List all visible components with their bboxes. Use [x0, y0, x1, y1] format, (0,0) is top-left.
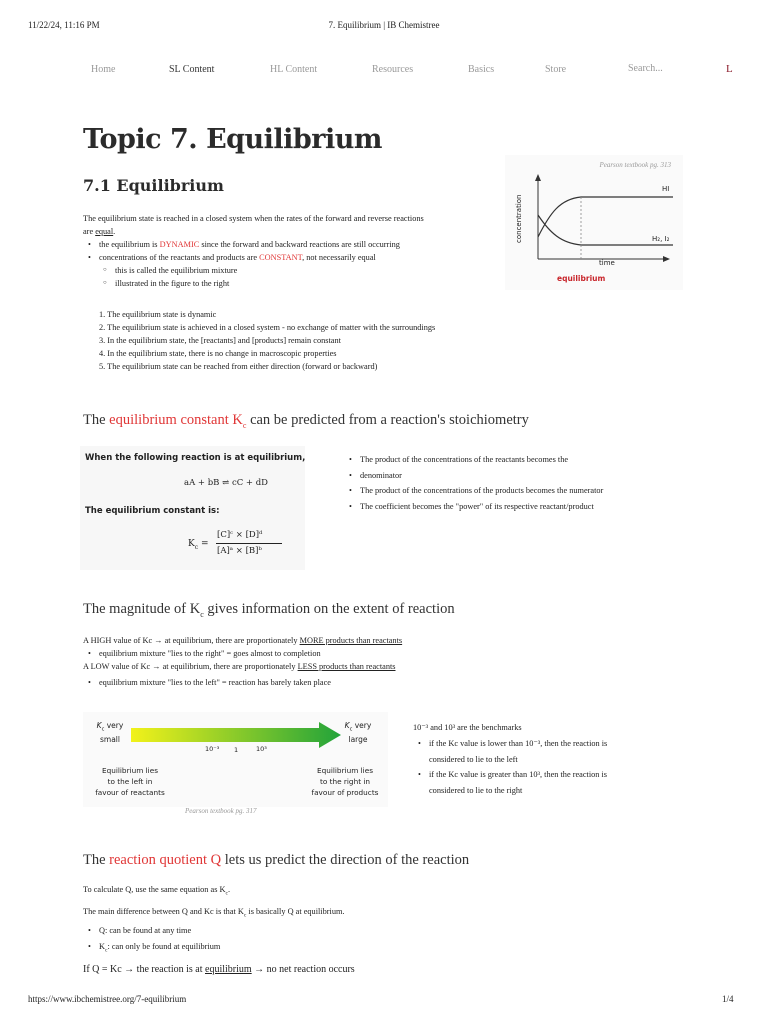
figure-caption: Pearson textbook pg. 313	[599, 161, 671, 169]
q-b2-a: K	[99, 941, 105, 951]
high-u: MORE products than reactants	[299, 636, 403, 645]
gradient-arrow	[131, 722, 341, 748]
kc-small-line2: small	[100, 734, 120, 744]
kc-h-rest: can be predicted from a reaction's stoichiometry	[246, 412, 529, 428]
nav-sl-content[interactable]: SL Content	[169, 64, 215, 75]
mag-h-a: The magnitude of K	[83, 601, 201, 617]
kc-h-sub: c	[242, 420, 247, 430]
kc-small-k: K	[96, 721, 102, 730]
q-b2-b: : can only be found at equilibrium	[107, 941, 221, 951]
intro-line-2	[83, 225, 424, 238]
scale-caption: Pearson textbook pg. 317	[185, 807, 257, 815]
kc-h-the: The	[83, 412, 110, 428]
mag-h-b: gives information on the extent of reaction	[203, 601, 455, 617]
q-line-2	[83, 905, 345, 923]
kc-expression-box	[80, 446, 305, 570]
hi-label: HI	[662, 185, 670, 193]
list-item	[413, 736, 607, 768]
list-item: • equilibrium mixture "lies to the left" = reaction has barely taken place	[83, 676, 402, 689]
print-url: https://www.ibchemistree.org/7-equilibrium	[28, 994, 187, 1004]
kc-c: c	[194, 543, 199, 551]
kc-equals: =	[200, 539, 209, 549]
last-a: If Q = Kc → the reaction is at	[83, 964, 205, 975]
page-title: Topic 7. Equilibrium	[83, 124, 382, 155]
right-meaning	[303, 765, 387, 798]
q-h-a: The	[83, 852, 110, 868]
list-item: 1. The equilibrium state is dynamic	[99, 310, 217, 319]
list-item	[83, 238, 424, 251]
list-item: • denominator	[344, 468, 603, 484]
list-item: 2. The equilibrium state is achieved in a closed system - no exchange of matter with the surroundings	[99, 323, 436, 332]
list-item	[83, 939, 345, 959]
q-l2-b: is basically Q at equilibrium.	[246, 906, 345, 916]
q-text	[83, 883, 345, 958]
kc-small-c: c	[101, 726, 105, 733]
intro-equal: equal	[95, 227, 114, 236]
list-item	[413, 767, 607, 799]
kc-numerator: [C]ᶜ × [D]ᵈ	[217, 530, 263, 540]
q-l1-b: .	[227, 885, 231, 894]
kc-h-highlight: equilibrium constant K	[109, 412, 243, 428]
high-a: A HIGH value of Kc → at equilibrium, there are proportionately	[83, 636, 300, 645]
intro-are: are	[83, 227, 96, 236]
kc-box-line1: When the following reaction is at equilibrium,	[85, 453, 306, 463]
y-axis-arrow	[535, 174, 541, 181]
bench-b1a: • if the Kc value is lower than 10⁻³, then the reaction is	[429, 738, 608, 748]
left-meaning-line: to the left in	[107, 777, 153, 786]
left-meaning	[89, 765, 171, 798]
q-l1-sub: c	[225, 890, 228, 897]
b2-rest: , not necessarily equal	[302, 253, 376, 262]
left-meaning-line: favour of reactants	[95, 788, 165, 797]
nav-store[interactable]: Store	[545, 64, 567, 75]
bench-b2a: • if the Kc value is greater than 10³, then the reaction is	[429, 770, 608, 780]
h2i2-label: H₂, I₂	[652, 235, 670, 243]
kc-large-c: c	[349, 726, 353, 733]
kc-symbol	[188, 539, 209, 551]
kc-box-line2: The equilibrium constant is:	[85, 506, 220, 516]
list-item: 3. In the equilibrium state, the [reactants] and [products] remain constant	[99, 336, 341, 345]
nav-basics[interactable]: Basics	[468, 64, 495, 75]
kc-denominator: [A]ᵃ × [B]ᵇ	[217, 546, 262, 556]
q-l1-a: To calculate Q, use the same equation as K	[83, 885, 226, 894]
equilibrium-label: equilibrium	[557, 274, 606, 283]
benchmark-bullets	[413, 736, 607, 799]
benchmark-text	[413, 720, 607, 799]
q-h-highlight: reaction quotient Q	[109, 852, 222, 868]
x-axis-label: time	[599, 259, 615, 267]
print-title: 7. Equilibrium | IB Chemistree	[328, 20, 440, 30]
last-u: equilibrium	[205, 964, 252, 975]
q-l2-sub: c	[243, 912, 247, 919]
equilibrium-figure	[505, 155, 683, 290]
kc-fraction-bar	[216, 543, 282, 544]
y-axis-label: concentration	[515, 194, 523, 243]
dynamic-highlight: DYNAMIC	[159, 240, 200, 249]
kc-scale-figure	[83, 712, 388, 807]
section-heading-7-1: 7.1 Equilibrium	[83, 176, 224, 195]
intro-line-1: The equilibrium state is reached in a closed system when the rates of the forward and reverse reactions	[83, 214, 424, 223]
hi-curve	[538, 197, 673, 237]
list-item: 5. The equilibrium state can be reached from either direction (forward or backward)	[99, 362, 378, 371]
tick-label: 10⁻³	[205, 745, 220, 753]
magnitude-heading	[83, 601, 455, 619]
b2-text: concentrations of the reactants and products are	[99, 253, 260, 262]
right-meaning-line: favour of products	[311, 788, 379, 797]
right-meaning-line: Equilibrium lies	[316, 766, 373, 775]
last-b: → no net reaction occurs	[251, 964, 355, 975]
q-b2-sub: c	[105, 947, 108, 954]
q-h-b: lets us predict the direction of the reaction	[221, 852, 470, 868]
kc-rules-list	[344, 452, 603, 514]
list-item: ○ this is called the equilibrium mixture	[83, 264, 424, 277]
constant-highlight: CONSTANT	[259, 253, 303, 262]
low-a: A LOW value of Kc → at equilibrium, there are proportionately	[83, 662, 298, 671]
list-item: • Q: can be found at any time	[83, 923, 345, 939]
kc-large-label	[341, 721, 375, 745]
intro-period: .	[113, 227, 116, 236]
mag-h-sub: c	[200, 609, 204, 619]
left-meaning-line: Equilibrium lies	[101, 766, 158, 775]
print-datetime: 11/22/24, 11:16 PM	[28, 20, 100, 30]
list-item: • The product of the concentrations of the reactants becomes the	[344, 452, 603, 468]
intro-bullets	[83, 238, 424, 264]
high-bullets	[83, 647, 402, 660]
nav-hl-content[interactable]: HL Content	[270, 64, 318, 75]
bench-b2b: considered to lie to the right	[429, 786, 523, 796]
print-page-number: 1/4	[722, 994, 734, 1004]
kc-large-line1	[341, 721, 375, 735]
x-axis-arrow	[663, 256, 670, 262]
reaction-equation: aA + bB ⇌ cC + dD	[184, 478, 268, 488]
nav-resources[interactable]: Resources	[372, 64, 414, 75]
concentration-time-graph	[505, 155, 683, 290]
kc-large-k: K	[344, 721, 350, 730]
q-bullets	[83, 923, 345, 959]
magnitude-text	[83, 634, 402, 689]
q-heading	[83, 852, 469, 869]
kc-k: K	[188, 539, 195, 549]
high-kc-line	[83, 634, 402, 647]
tick-label: 10³	[256, 745, 267, 753]
kc-heading	[83, 412, 529, 430]
nav-home[interactable]: Home	[91, 64, 116, 75]
tick-label: 1	[234, 746, 239, 754]
kc-large-very: very	[352, 721, 372, 730]
intro-paragraph	[83, 212, 424, 290]
sub-bullets	[83, 264, 424, 290]
b1-rest: since the forward and backward reactions are still occurring	[199, 240, 400, 249]
kc-small-line1	[93, 721, 127, 735]
list-item: • equilibrium mixture "lies to the right" = goes almost to completion	[83, 647, 402, 660]
kc-small-very: very	[104, 721, 124, 730]
kc-small-label	[93, 721, 127, 745]
list-item: ○ illustrated in the figure to the right	[83, 277, 424, 290]
low-kc-line	[83, 660, 402, 673]
q-equals-kc-line	[83, 964, 355, 975]
kc-large-line2: large	[348, 734, 368, 744]
q-line-1	[83, 883, 345, 901]
search-input[interactable]: Search...	[628, 63, 663, 74]
q-l2-a: The main difference between Q and Kc is that K	[83, 906, 244, 916]
bench-b1b: considered to lie to the left	[429, 754, 518, 764]
low-u: LESS products than reactants	[297, 662, 396, 671]
login-button[interactable]: L	[726, 63, 733, 75]
list-item: 4. In the equilibrium state, there is no change in macroscopic properties	[99, 349, 337, 358]
list-item: • The product of the concentrations of the products becomes the numerator	[344, 483, 603, 499]
b1-text: the equilibrium is	[99, 240, 160, 249]
list-item: • The coefficient becomes the "power" of its respective reactant/product	[344, 499, 603, 515]
list-item	[83, 251, 424, 264]
equilibrium-properties-list	[83, 308, 435, 373]
benchmark-line: 10⁻³ and 10³ are the benchmarks	[413, 723, 522, 732]
low-bullets	[83, 676, 402, 689]
right-meaning-line: to the right in	[319, 777, 371, 786]
